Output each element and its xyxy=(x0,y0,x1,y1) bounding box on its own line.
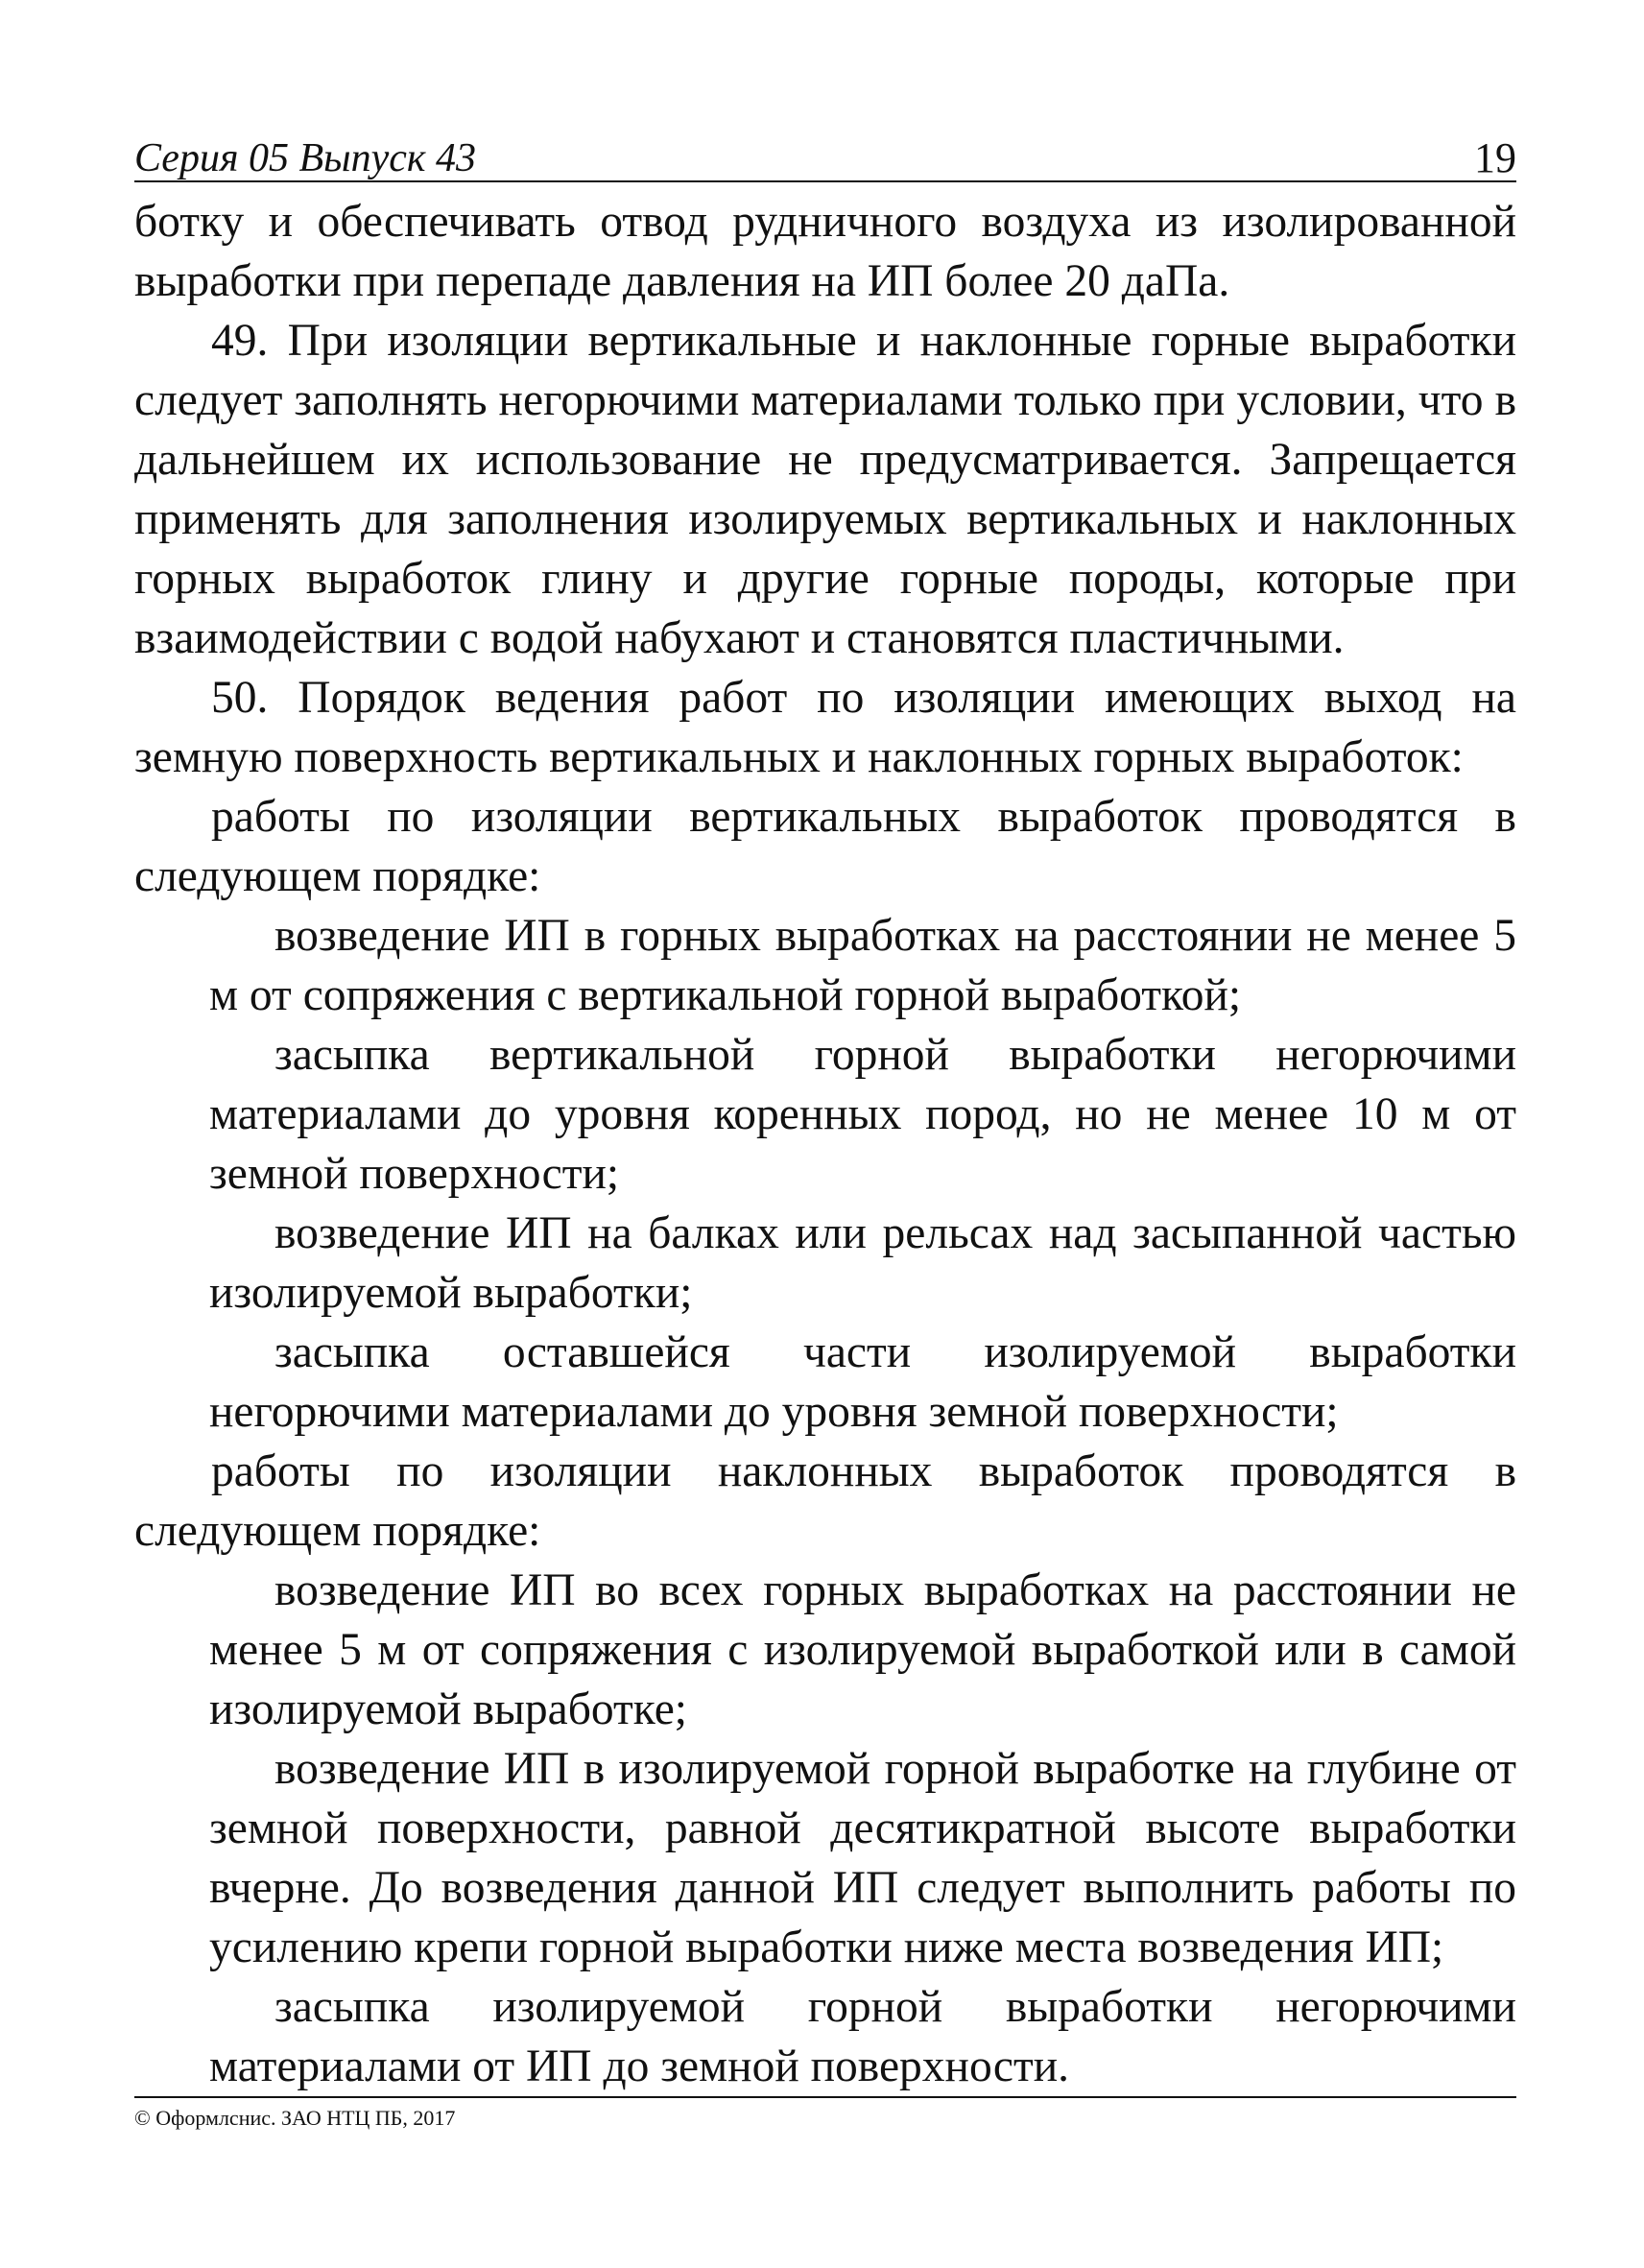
list-item: возведение ИП во всех горных выработках на расстоянии не менее 5 м от сопряжения с изолируемой выработкой или в самой изолируемой выработке; xyxy=(209,1565,1516,1734)
list-item: засыпка оставшейся части изолируемой выработки негорючими материалами до уровня земной поверхности; xyxy=(209,1327,1516,1437)
inclined-works-intro: работы по изоляции наклонных выработок проводятся в следующем порядке: xyxy=(134,1446,1516,1556)
footer-divider xyxy=(134,2096,1516,2098)
page-number: 19 xyxy=(1474,134,1516,181)
paragraph-50: 50. Порядок ведения работ по изоляции имеющих выход на земную поверхность вертикальных и наклонных горных выработок: xyxy=(134,673,1516,782)
page-header xyxy=(134,134,1516,182)
list-item: засыпка вертикальной горной выработки негорючими материалами до уровня коренных пород, но не менее 10 м от земной поверхности; xyxy=(209,1030,1516,1199)
list-item: возведение ИП в горных выработках на расстоянии не менее 5 м от сопряжения с вертикальной горной выработкой; xyxy=(209,911,1516,1020)
list-item: возведение ИП на балках или рельсах над засыпанной частью изолируемой выработки; xyxy=(209,1208,1516,1318)
header-divider xyxy=(134,180,1516,182)
paragraph-continuation: ботку и обеспечивать отвод рудничного воздуха из изолированной выработки при перепаде давления на ИП более 20 даПа. xyxy=(134,197,1516,306)
list-item: возведение ИП в изолируемой горной выработке на глубине от земной поверхности, равной десятикратной высоте выработки вчерне. До возведения данной ИП следует выполнить работы по усилению крепи горной выработки ниже места возведения ИП; xyxy=(209,1744,1516,1972)
copyright-notice: © Оформлснис. ЗАО НТЦ ПБ, 2017 xyxy=(134,2106,456,2130)
series-issue-label: Серия 05 Выпуск 43 xyxy=(134,136,476,180)
list-item: засыпка изолируемой горной выработки негорючими материалами от ИП до земной поверхности. xyxy=(209,1982,1516,2091)
paragraph-49: 49. При изоляции вертикальные и наклонные горные выработки следует заполнять негорючими материалами только при условии, что в дальнейшем их использование не предусматривается. Запрещается применять для заполнения изолируемых вертикальных и наклонных горных выработок глину и другие горные породы, которые при взаимодействии с водой набухают и становятся пластичными. xyxy=(134,316,1516,663)
document-body xyxy=(134,192,1516,2096)
vertical-works-intro: работы по изоляции вертикальных выработок проводятся в следующем порядке: xyxy=(134,792,1516,901)
